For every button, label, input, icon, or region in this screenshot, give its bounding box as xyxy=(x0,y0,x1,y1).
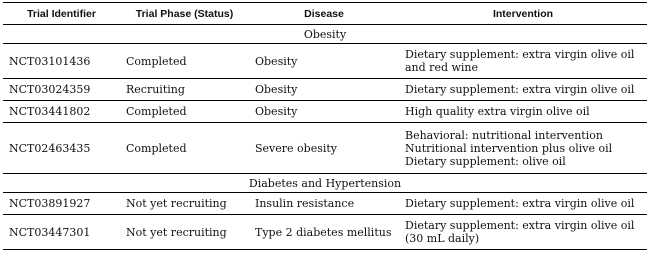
intervention xyxy=(399,193,647,215)
clinical-trials-table xyxy=(3,2,647,250)
table-row xyxy=(3,44,647,79)
intervention-line: Dietary supplement: extra virgin olive oil xyxy=(405,197,635,210)
intervention xyxy=(399,79,647,101)
table-row xyxy=(3,123,647,174)
intervention-line: (30 mL daily) xyxy=(405,232,480,245)
intervention-line: High quality extra virgin olive oil xyxy=(405,105,590,118)
intervention xyxy=(399,123,647,174)
trial-phase: Completed xyxy=(120,44,249,79)
section-title: Diabetes and Hypertension xyxy=(3,174,647,193)
intervention xyxy=(399,215,647,250)
trial-phase: Not yet recruiting xyxy=(120,215,249,250)
intervention xyxy=(399,44,647,79)
table-row xyxy=(3,215,647,250)
intervention-line: Dietary supplement: extra virgin olive oil xyxy=(405,48,635,61)
intervention-line: Behavioral: nutritional intervention xyxy=(405,128,603,142)
trial-phase: Completed xyxy=(120,101,249,123)
disease: Obesity xyxy=(249,79,399,101)
disease: Obesity xyxy=(249,44,399,79)
trial-identifier: NCT03024359 xyxy=(3,79,120,101)
disease: Severe obesity xyxy=(249,123,399,174)
table-row xyxy=(3,79,647,101)
intervention-line: Nutritional intervention plus olive oil xyxy=(405,141,613,155)
disease: Obesity xyxy=(249,101,399,123)
trial-identifier: NCT03447301 xyxy=(3,215,120,250)
header-trial-phase: Trial Phase (Status) xyxy=(120,3,249,25)
intervention-line: and red wine xyxy=(405,61,479,74)
table-row xyxy=(3,101,647,123)
table-row xyxy=(3,193,647,215)
header-row xyxy=(3,3,647,25)
intervention xyxy=(399,101,647,123)
intervention-line: Dietary supplement: olive oil xyxy=(405,154,566,168)
section-row-obesity xyxy=(3,25,647,44)
section-row-diabetes-hypertension xyxy=(3,174,647,193)
header-trial-identifier: Trial Identifier xyxy=(3,3,120,25)
intervention-line: Dietary supplement: extra virgin olive oil xyxy=(405,83,635,96)
trial-identifier: NCT03101436 xyxy=(3,44,120,79)
trial-phase: Recruiting xyxy=(120,79,249,101)
header-intervention: Intervention xyxy=(399,3,647,25)
trial-identifier: NCT03891927 xyxy=(3,193,120,215)
trial-phase: Completed xyxy=(120,123,249,174)
intervention-line: Dietary supplement: extra virgin olive oil xyxy=(405,219,635,232)
disease: Insulin resistance xyxy=(249,193,399,215)
disease: Type 2 diabetes mellitus xyxy=(249,215,399,250)
trial-phase: Not yet recruiting xyxy=(120,193,249,215)
header-disease: Disease xyxy=(249,3,399,25)
trial-identifier: NCT03441802 xyxy=(3,101,120,123)
section-title: Obesity xyxy=(3,25,647,44)
trial-identifier: NCT02463435 xyxy=(3,123,120,174)
